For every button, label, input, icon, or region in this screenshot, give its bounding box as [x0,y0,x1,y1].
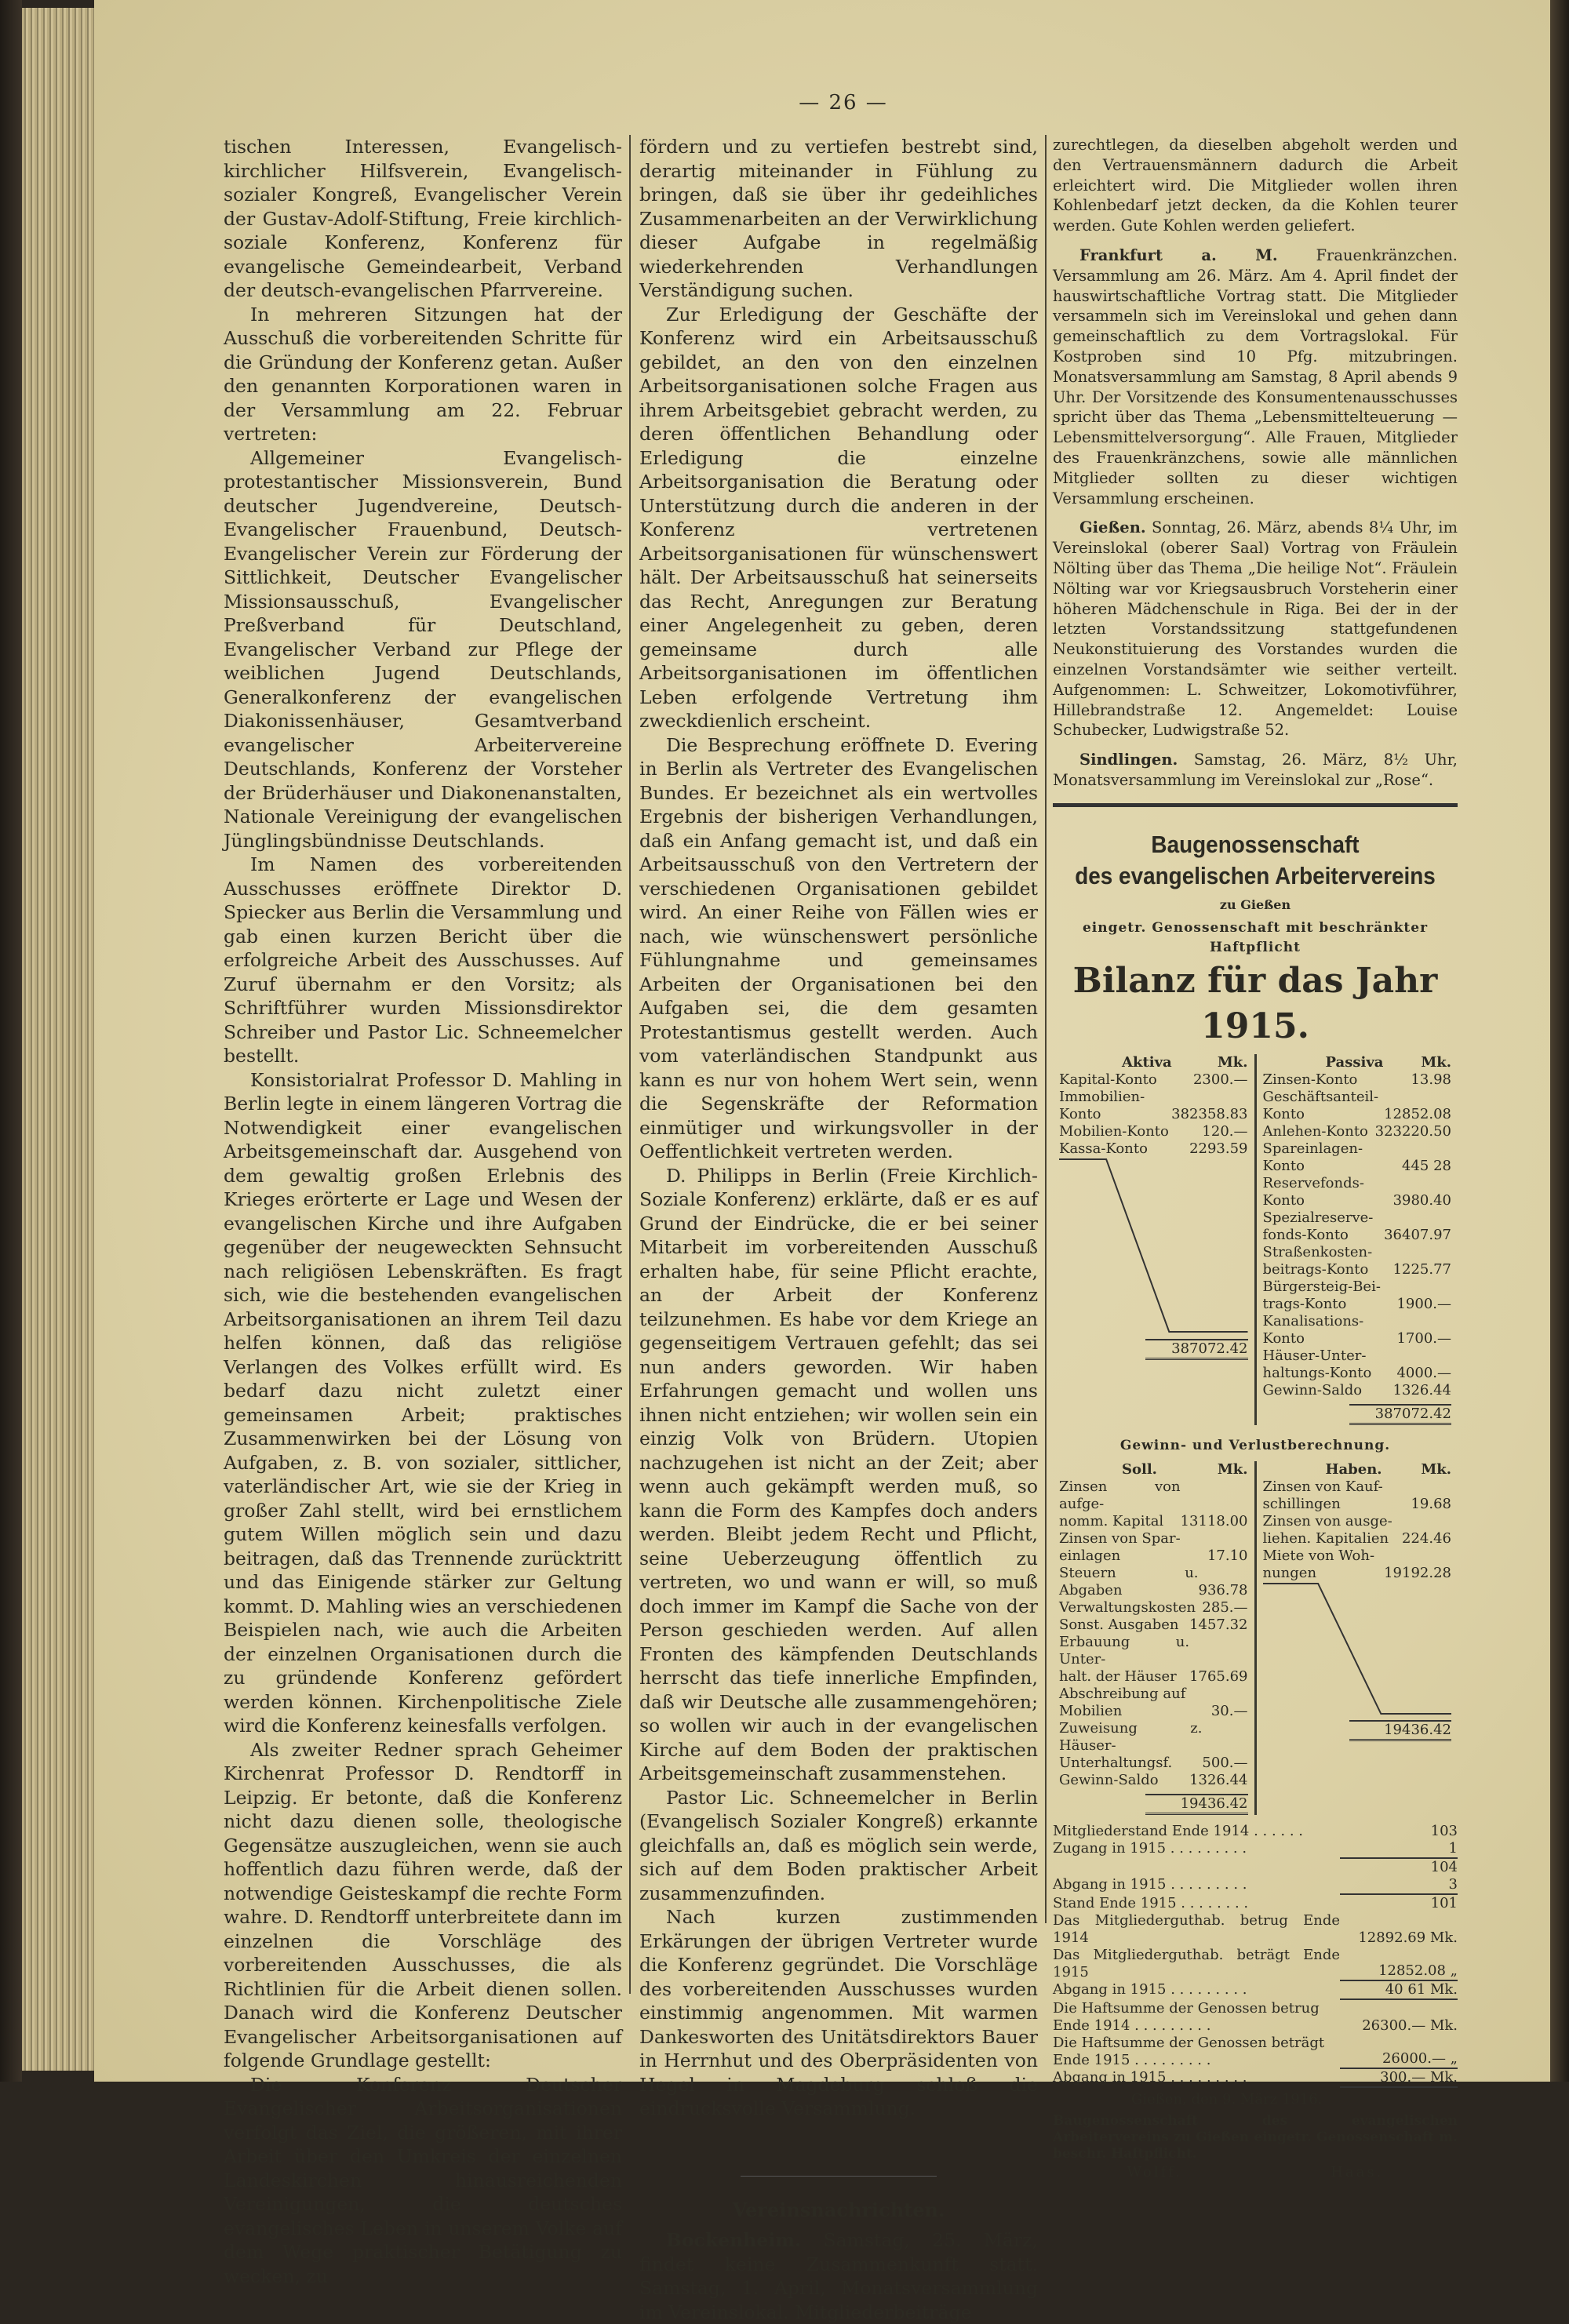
statistics-value: 12892.69 Mk. [1358,1929,1458,1946]
account-row [1059,1617,1248,1634]
statistics-label: Stand Ende 1915 . . . . . . . . [1053,1894,1249,1911]
column-2 [639,135,1038,2324]
account-row [1059,1599,1248,1617]
column-1 [224,135,622,2288]
balance-sheet [1053,1054,1458,1425]
book-binding-right [1550,0,1569,2082]
account-value: 1900.— [1396,1296,1451,1313]
paragraph: In mehreren Sitzungen hat der Ausschuß die vorbereitenden Schritte für die Gründung der Konferenz getan. Außer den genannten Korporationen waren in der Versammlung am 22. Februar vertreten: [224,303,622,445]
account-row [1263,1347,1452,1382]
statistics-label: Abgang in 1915 . . . . . . . . . [1053,1875,1247,1893]
account-value: 19192.28 [1384,1564,1451,1581]
account-value: 224.46 [1402,1529,1451,1547]
paragraph: Allgemeiner Evangelisch-protestantischer Missionsverein, Bund deutscher Jugendvereine, Deutsch-Evangelischer Frauenbund, Deutsch-Evangelischer Verein zur Förderung der Sittlichkeit, Deutscher Evangelischer Missionsausschuß, Evangelischer Preßverband für Deutschland, Evangelischer Verband zur Pflege der weiblichen Jugend Deutschlands, Generalkonferenz der evangelischen Diakonissenhäuser, Gesamtverband evangelischer Arbeitervereine Deutschlands, Konferenz der Vorsteher der Brüderhäuser und Diakonenanstalten, Nationale Vereinigung der evangelischen Jünglingsbündnisse Deutschlands. [224,446,622,852]
paragraph: tischen Interessen, Evangelisch-kirchlicher Hilfsverein, Evangelisch-sozialer Kongreß, Evangelischer Verein der Gustav-Adolf-Stiftung, Freie kirchlich-soziale Konferenz, Konferenz für evangelische Gemeindearbeit, Verband der deutsch-evangelischen Pfarrvereine. [224,136,622,301]
account-label: Reservefonds- Konto [1262,1175,1364,1209]
account-row [1263,1123,1452,1140]
balance-diagonal [1059,1158,1248,1334]
haben-header: Haben. [1325,1460,1382,1478]
account-row [1263,1548,1452,1582]
paragraph: Im Namen des vorbereitenden Ausschusses eröffnete Direktor D. Spiecker aus Berlin die Versammlung und gab einen kurzen Bericht über die erfolgreiche Arbeit des Ausschusses. Auf Zuruf übernahm er den Vorsitz; als Schriftführer wurden Missionsdirektor Schreiber und Pastor Lic. Schneemelcher bestellt. [224,853,622,1067]
statistics-row [1053,2000,1458,2035]
account-value: 4000.— [1396,1365,1451,1382]
account-value: 1225.77 [1392,1261,1451,1278]
account-value: 1326.44 [1189,1771,1248,1788]
account-row [1263,1071,1452,1089]
profit-loss-title: Gewinn- und Verlustberechnung. [1119,1438,1391,1454]
statistics-label: Zugang in 1915 . . . . . . . . . [1053,1839,1247,1857]
statistics-label: Abgang in 1915 . . . . . . . . . [1053,1980,1247,1998]
account-row [1263,1244,1452,1278]
statistics-value: 103 [1430,1822,1458,1839]
paragraph: Pastor Lic. Schneemelcher in Berlin (Evangelisch Sozialer Kongreß) erkannte gleichfalls an, daß es möglich sein werde, sich auf dem Boden praktischer Arbeit zusammenzufinden. [639,1786,1038,1904]
account-label: Verwaltungskosten [1059,1598,1196,1616]
account-value: 17.10 [1207,1547,1248,1564]
account-label: Mobilien-Konto [1059,1123,1169,1140]
account-label: Spareinlagen- Konto [1262,1140,1363,1175]
column-divider [629,135,631,1994]
account-value: 445 28 [1402,1158,1451,1175]
statistics-value: 300.— Mk. [1340,2069,1458,2088]
account-row [1263,1140,1452,1175]
account-value: 1700.— [1396,1330,1451,1347]
soll-total: 19436.42 [1145,1794,1248,1815]
account-value: 1457.32 [1189,1616,1248,1633]
paragraph: fördern und zu vertiefen bestrebt sind, derartig miteinander in Fühlung zu bringen, daß sie über ihr gedeihliches Zusammenarbeiten an der Verwirklichung dieser Aufgabe in regelmäßig wiederkehrenden Verhandlungen Verständigung suchen. [639,136,1038,301]
notice-text: Sonntag, 26. März, abends 8¼ Uhr, im Vereinslokal (oberer Saal) Vortrag von Fräulein Nölting über das Thema „Die heilige Not“. Fräulein Nölting war vor Kriegsausbruch Vorsteherin einer höheren Mädchenschule in Riga. Bei der in der letzten Vorstandssitzung stattgefundenen Neukonstituierung des Vorstandes wurden die einzelnen Vorstandsämter wie seither verteilt. Aufgenommen: L. Schweitzer, Lokomotivführer, Hillebrandstraße 12. Angemeldet: Louise Schubecker, Ludwigstraße 52. [1053,518,1458,740]
account-label: Sonst. Ausgaben [1059,1616,1179,1633]
notice-text: Frauenkränzchen. Versammlung am 26. März. Am 4. April findet der hauswirtschaftliche Vortrag statt. Die Mitglieder versammeln sich im Vereinslokal und gehen dann gemeinschaftlich zu dem Vortragslokal. Für Kostproben sind 10 Pfg. mitzubringen. Monatsversammlung am Samstag, 8 April abends 9 Uhr. Der Vorsitzende des Konsumentenausschusses spricht über das Thema „Lebensmittelteuerung — Lebensmittelversorgung“. Alle Frauen, Mitglieder des Frauenkränzchens, sowie alle männlichen Mitglieder sollten zu dieser wichtigen Versammlung erscheinen. [1053,245,1458,507]
account-label: Straßenkosten- beitrags-Konto [1262,1244,1373,1278]
notice-place: Gießen. [1079,518,1146,537]
account-label: Kapital-Konto [1059,1071,1157,1089]
account-row [1263,1175,1452,1209]
ad-place: zu Gießen [1219,897,1291,912]
signer: Wolff. [1127,2163,1182,2180]
statistics-value: 101 [1430,1894,1458,1911]
notice-frankfurt [1053,245,1458,508]
account-row [1059,1530,1248,1565]
notice-bockenheim [639,2228,1038,2324]
statistics-row [1053,2035,1458,2069]
profit-loss-statement [1053,1461,1458,1815]
account-label: Gewinn-Saldo [1059,1771,1159,1788]
paragraph: zurechtlegen, da dieselben abgeholt werden und den Vertrauensmännern dadurch die Arbeit erleichtert wird. Die Mitglieder wollen ihren Kohlenbedarf jetzt decken, da die Kohlen teurer werden. Gute Kohlen werden geliefert. [1053,136,1458,235]
paragraph: Als zweiter Redner sprach Geheimer Kirchenrat Professor D. Rendtorff in Leipzig. Er betonte, daß die Konferenz nicht dazu dienen solle, theologische Gegensätze auszugleichen, wenn sie auch hoffentlich dazu führen werde, daß der notwendige Geisteskampf die rechte Form wahre. D. Rendtorff unterbreitete dann im einzelnen die Vorschläge des vorbereitenden Ausschusses, die als Richtlinien für die Arbeit dienen sollen. Danach wird die Konferenz Deutscher Evangelischer Arbeitsorganisationen auf folgende Grundlage gestellt: [224,1738,622,2071]
account-row [1263,1513,1452,1548]
account-value: 19.68 [1411,1495,1451,1512]
statistics-label: Das Mitgliederguthab. beträgt Ende 1915 [1053,1946,1340,1980]
section-separator [741,2176,937,2177]
account-label: Häuser-Unter- haltungs-Konto [1262,1347,1372,1382]
statistics-value: 40 61 Mk. [1340,1981,1458,2000]
statistics-row [1053,1823,1458,1840]
account-label: Gewinn-Saldo [1262,1382,1363,1399]
statistics-row [1053,1840,1458,1859]
account-label: Spezialreserve- fonds-Konto [1262,1209,1374,1244]
page-number: — 26 — [799,91,888,115]
notice-place: Bockenheim. [666,2229,802,2251]
account-value: 323220.50 [1374,1123,1451,1140]
notice-place: Frankfurt a. M. [1079,245,1278,264]
account-label: Zinsen von ausge- liehen. Kapitalien [1262,1512,1392,1547]
statistics-label: Die Haftsumme der Genossen betrug Ende 1914 . . . . . . . . . [1053,1999,1320,2034]
membership-statistics [1053,1823,1458,2088]
unit-header: Mk. [1217,1054,1248,1071]
soll-side [1053,1461,1257,1815]
account-value: 120.— [1202,1123,1248,1140]
account-value: 500.— [1202,1754,1248,1771]
place-date: Gießen, den 9. März 1916. [1131,2090,1323,2108]
advertisement [1053,829,1458,2183]
account-label: Zinsen von aufge- nomm. Kapital [1059,1478,1181,1529]
account-row [1059,1686,1248,1720]
statistics-row [1053,1981,1458,2000]
aktiva-total: 387072.42 [1145,1339,1248,1360]
account-value: 2300.— [1192,1071,1248,1089]
notice-giessen [1053,518,1458,740]
haben-total: 19436.42 [1349,1720,1452,1741]
ad-legal-form: eingetr. Genossenschaft mit beschränkter Haftpflicht [1082,919,1429,956]
account-label: Zinsen von Kauf- schillingen [1262,1478,1383,1512]
statistics-value: 1 [1340,1840,1458,1859]
ad-title-2: des evangelischen Arbeitervereins [1075,861,1436,889]
statistics-value: 26000.— „ [1340,2050,1458,2069]
account-label: Steuern u. Abgaben [1059,1564,1199,1598]
account-value: 13118.00 [1180,1512,1248,1529]
statistics-row [1053,1895,1458,1912]
account-label: Geschäftsanteil- Konto [1262,1089,1379,1123]
statistics-row [1053,1876,1458,1895]
account-value: 382358.83 [1171,1106,1248,1123]
account-row [1059,1720,1248,1772]
account-value: 3980.40 [1392,1192,1451,1209]
paragraph: Zur Erledigung der Geschäfte der Konferenz wird ein Arbeitsausschuß gebildet, an den von den einzelnen Arbeitsorganisationen solche Fragen aus ihrem Arbeitsgebiet gebracht werden, zu deren öffentlichen Behandlung oder Erledigung die einzelne Arbeitsorganisation die Beratung oder Unterstützung durch die anderen in der Konferenz vertretenen Arbeitsorganisationen für wünschenswert hält. Der Arbeitsausschuß hat seinerseits das Recht, Anregungen zur Beratung einer Angelegenheit zu geben, deren gemeinsame durch alle Arbeitsorganisationen im öffentlichen Leben erfolgende Vertretung ihm zweckdienlich erscheint. [639,303,1038,732]
account-label: Bürgersteig-Bei- trags-Konto [1262,1278,1381,1313]
account-row [1059,1478,1248,1530]
account-value: 1765.69 [1189,1668,1248,1685]
advertisement-rule [1053,803,1458,807]
account-label: Miete von Woh- nungen [1262,1547,1375,1581]
account-label: Anlehen-Konto [1262,1123,1368,1140]
account-label: Zuweisung z. Häuser- Unterhaltungsf. [1059,1719,1203,1771]
statistics-value: 26300.— Mk. [1362,2017,1458,2034]
account-label: Kassa-Konto [1059,1140,1148,1158]
statistics-label: Mitgliederstand Ende 1914 . . . . . . [1053,1822,1304,1839]
signers [1053,2162,1458,2183]
account-label: Abschreibung auf Mobilien [1059,1685,1186,1719]
account-row [1059,1140,1248,1158]
paragraph: Nach kurzen zustimmenden Erkärungen der übrigen Vertreter wurde die Konferenz gegründet. Die Vorschläge des vorbereitenden Ausschusses wurden einstimmig angenommen. Mit warmen Dankesworten des Unitätsdirektors Bauer in Herrnhut und des Oberpräsidenten von Hegel in Magdeburg schloß die eindrucksvolle Versammlung. [639,1906,1038,2119]
account-row [1059,1123,1248,1140]
statistics-row [1053,2069,1458,2088]
account-value: 1326.44 [1392,1382,1451,1399]
account-label: Zinsen von Spar- einlagen [1059,1529,1181,1564]
statistics-value: 12852.08 „ [1340,1962,1458,1981]
unit-header: Mk. [1421,1460,1451,1478]
account-value: 13.98 [1411,1071,1451,1089]
unit-header: Mk. [1217,1460,1248,1478]
column-3 [1053,135,1458,2183]
account-label: Erbauung u. Unter- halt. der Häuser [1059,1633,1190,1685]
passiva-header: Passiva [1325,1054,1384,1071]
account-row [1263,1478,1452,1513]
aktiva-header: Aktiva [1122,1054,1172,1071]
ad-title: Baugenossenschaft [1151,830,1360,858]
statistics-row [1053,1859,1458,1876]
aktiva-side [1053,1054,1257,1425]
book-binding-left [0,0,22,2082]
statistics-label: Abgang in 1915 . . . . . . . . . [1053,2068,1247,2086]
paragraph: Die Konferenz Deutscher Evangelischer Arbeitsorganisationen verfolgt das Ziel, die größeren, mit ihrer Arbeit über den Umkreis der einzelnen Landeskirchen hinausreichenden Vereinigungen, die deutsches evangelisches Leben in unserem Volke auf dem Wege praktischer Betätigung zu wecken, zu [224,2073,622,2287]
notice-text: Samstag, 25. März, findet keine Zusammenkunft statt. Samstag, 1. April, Monatsversammlung im Vereinslokal. Mitgliederbeiträge [639,2229,1038,2323]
account-row [1059,1634,1248,1686]
notice-sindlingen [1053,750,1458,791]
statistics-value: 3 [1340,1876,1458,1895]
account-row [1263,1278,1452,1313]
profit-loss-diagonal [1263,1582,1452,1715]
paragraph: Konsistorialrat Professor D. Mahling in Berlin legte in einem längeren Vortrag die Notwendigkeit einer evangelischen Arbeitsgemeinschaft dar. Ausgehend von dem gewaltig großen Erlebnis des Krieges erörterte er Lage und Wesen der evangelischen Kirche und ihre Aufgaben gegenüber der neugeweckten Sehnsucht nach religiösen Lebenskräften. Es fragt sich, wie die bestehenden evangelischen Arbeitsorganisationen an ihrem Teil dazu helfen können, daß das religiöse Verlangen des Volkes erfüllt wird. Es bedarf dazu nicht zuletzt einer gemeinsamen Arbeit; praktisches Zusammenwirken bei der Lösung von Aufgaben, z. B. von sozialer, sittlicher, vaterländischer Art, wie sie der Krieg in großer Zahl stellt, wird bei ernstlichem gutem Willen möglich sein und dazu beitragen, daß das Trennende zurücktritt und das Einigende stärker zur Geltung kommt. D. Mahling wies an verschiedenen Beispielen nach, wie auch die Arbeiten der einzelnen Organisationen durch die zu gründende Konferenz gefördert werden können. Kirchenpolitische Ziele wird die Konferenz keinesfalls verfolgen. [224,1068,622,1737]
paragraph: D. Philipps in Berlin (Freie Kirchlich-Soziale Konferenz) erklärte, daß er es auf Grund der Eindrücke, die er bei seiner Mitarbeit im vorbereitenden Ausschuß erhalten habe, für seine Pflicht erachte, an der Arbeit der Konferenz teilzunehmen. Es habe vor dem Kriege an gegenseitigem Vertrauen gefehlt; das sei nun anders geworden. Wir haben Erfahrungen gemacht und wollen uns ihnen nicht entziehen; wir wollen sein ein einzig Volk von Brüdern. Utopien nachzugehen ist nicht an der Zeit; aber wenn auch gekämpft werden muß, so kann die Form des Kampfes doch anders werden. Bleibt jedem Recht und Pflicht, seine Ueberzeugung öffentlich zu vertreten, wo und wann er will, so muß doch immer im Kampf die Sache von der Person geschieden werden. Auf allen Fronten des kämpfenden Deutschlands herrscht das tiefe innerliche Empfinden, daß wir Deutsche alle zusammengehören; so wollen wir auch in der evangelischen Kirche auf dem Boden der praktischen Arbeitsgemeinschaft zusammenstehen. [639,1164,1038,1784]
account-row [1263,1313,1452,1347]
account-row [1059,1772,1248,1789]
account-value: 12852.08 [1384,1106,1451,1123]
account-label: Immobilien- Konto [1059,1089,1145,1123]
account-value: 285.— [1202,1598,1248,1616]
statistics-label: Die Haftsumme der Genossen beträgt Ende 1915 . . . . . . . . . [1053,2034,1325,2068]
account-row [1263,1209,1452,1244]
notice-text: Samstag, 26. März, 8½ Uhr, Monatsversammlung im Vereinslokal zur „Rose“. [1053,751,1458,789]
account-row [1059,1565,1248,1599]
statistics-row [1053,1947,1458,1981]
account-row [1059,1089,1248,1123]
soll-header: Soll. [1122,1460,1157,1478]
account-row [1263,1382,1452,1399]
account-row [1263,1089,1452,1123]
account-label: Kanalisations- Konto [1262,1313,1364,1347]
account-value: 36407.97 [1384,1227,1451,1244]
column-divider [1045,135,1047,1923]
unit-header: Mk. [1421,1054,1451,1071]
statistics-value: 104 [1430,1858,1458,1875]
account-value: 2293.59 [1189,1140,1248,1158]
section-heading: Vereinsnachrichten. [732,2198,945,2221]
statistics-row [1053,1912,1458,1947]
passiva-side [1257,1054,1458,1425]
haben-side [1257,1461,1458,1815]
statistics-label: Das Mitgliederguthab. betrug Ende 1914 [1053,1911,1340,1946]
account-value: 936.78 [1198,1581,1248,1598]
paragraph: Die Besprechung eröffnete D. Evering in Berlin als Vertreter des Evangelischen Bundes. Er bezeichnet als ein wertvolles Ergebnis der bisherigen Verhandlungen, daß ein Anfang gemacht ist, und daß ein Arbeitsausschuß von den Vertretern der verschiedenen Organisationen gebildet wird. An einer Reihe von Fällen wies er nach, wie wünschenswert persönliche Fühlungnahme und gemeinsames Arbeiten der Organisationen bei den Aufgaben sei, die dem gesamten Protestantismus gestellt werden. Auch vom vaterländischen Standpunkt aus kann es nur von hohem Wert sein, wenn die Segenskräfte der Reformation einmütiger und wirkungsvoller in der Oeffentlichkeit vertreten werden. [639,733,1038,1162]
passiva-total: 387072.42 [1349,1404,1452,1425]
notice-place: Sindlingen. [1079,751,1178,769]
account-label: Zinsen-Konto [1262,1071,1358,1089]
account-row [1059,1071,1248,1089]
ad-headline: Bilanz für das Jahr 1915. [1072,961,1438,1047]
account-value: 30.— [1210,1702,1248,1719]
signer: Haas. [1331,2163,1384,2180]
signature-organization: Baugenossenschaft des evangelischen Arbeitervereins zu Gießen eingetr. Genossenschaft m. beschr. Haftpflicht. [1053,2112,1458,2162]
